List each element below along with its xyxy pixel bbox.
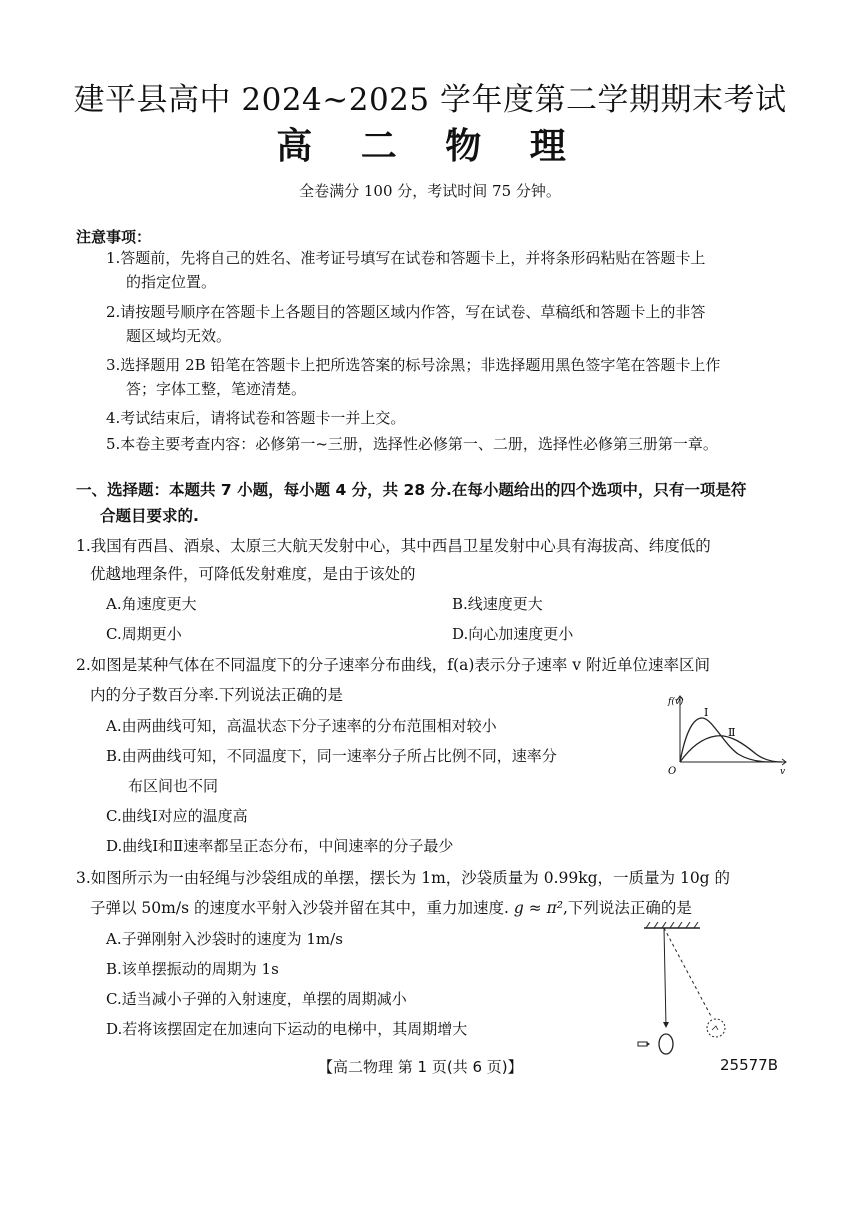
curve-I-label: Ⅰ — [704, 706, 709, 719]
curve-I — [680, 718, 770, 762]
q3-stem-line2-end: ,下列说法正确的是 — [563, 899, 692, 917]
q3-option-b: B.该单摆振动的周期为 1s — [106, 960, 279, 978]
q1-option-a: A.角速度更大 — [106, 595, 197, 613]
q3-stem-line2 — [90, 898, 692, 918]
q2-option-b-line2: 布区间也不同 — [128, 777, 219, 795]
displaced-sandbag-mark — [712, 1026, 718, 1030]
origin-label: O — [668, 766, 677, 777]
bullet-tip — [647, 1042, 650, 1046]
q3-option-c: C.适当减小子弹的入射速度，单摆的周期减小 — [106, 990, 407, 1008]
page-footer: 【高二物理 第 1 页(共 6 页)】 — [318, 1058, 523, 1076]
q1-option-c: C.周期更小 — [106, 625, 182, 643]
displaced-string — [664, 928, 712, 1018]
notice-heading: 注意事项： — [76, 228, 152, 246]
q2-option-c: C.曲线Ⅰ对应的温度高 — [106, 807, 248, 825]
notice-item-1-line2: 的指定位置。 — [126, 273, 217, 291]
pendulum-string — [664, 928, 666, 1026]
ceiling-hatch — [646, 922, 698, 928]
q1-option-b: B.线速度更大 — [452, 595, 543, 613]
q2-stem-line1: 2.如图是某种气体在不同温度下的分子速率分布曲线，f(a)表示分子速率 v 附近单位速率区间 — [76, 656, 710, 674]
q3-formula: g ≈ π² — [513, 899, 563, 917]
score-time-line: 全卷满分 100 分，考试时间 75 分钟。 — [299, 182, 561, 200]
notice-item-1-line1: 1.答题前，先将自己的姓名、准考证号填写在试卷和答题卡上，并将条形码粘贴在答题卡上 — [106, 249, 706, 267]
x-axis-label: v — [780, 767, 786, 777]
section-1-line2: 合题目要求的. — [100, 507, 199, 525]
sandbag — [659, 1034, 673, 1054]
y-axis-label: f(v) — [668, 697, 684, 707]
notice-item-3-line1: 3.选择题用 2B 铅笔在答题卡上把所选答案的标号涂黑；非选择题用黑色签字笔在答题卡上作 — [106, 356, 721, 374]
sandbag-hook — [663, 1022, 669, 1028]
bullet — [638, 1042, 647, 1046]
curve-II — [680, 736, 782, 762]
q2-stem-line2: 内的分子数百分率.下列说法正确的是 — [90, 686, 343, 704]
pendulum-figure — [630, 922, 740, 1062]
exam-title: 建平县高中 2024~2025 学年度第二学期期末考试 — [73, 82, 787, 118]
notice-item-5: 5.本卷主要考查内容：必修第一~三册，选择性必修第一、二册，选择性必修第三册第一章。 — [106, 435, 718, 453]
notice-item-4: 4.考试结束后，请将试卷和答题卡一并上交。 — [106, 409, 406, 427]
notice-item-2-line1: 2.请按题号顺序在答题卡上各题目的答题区域内作答，写在试卷、草稿纸和答题卡上的非答 — [106, 303, 706, 321]
q2-option-b-line1: B.由两曲线可知，不同温度下，同一速率分子所占比例不同，速率分 — [106, 747, 557, 765]
q2-option-a: A.由两曲线可知，高温状态下分子速率的分布范围相对较小 — [106, 717, 497, 735]
q3-option-d: D.若将该摆固定在加速向下运动的电梯中，其周期增大 — [106, 1020, 468, 1038]
displaced-sandbag — [707, 1019, 725, 1037]
q3-option-a: A.子弹刚射入沙袋时的速度为 1m/s — [106, 930, 343, 948]
notice-item-3-line2: 答；字体工整，笔迹清楚。 — [126, 380, 307, 398]
q1-stem-line1: 1.我国有西昌、酒泉、太原三大航天发射中心，其中西昌卫星发射中心具有海拔高、纬度低的 — [76, 537, 711, 555]
speed-distribution-figure — [660, 690, 790, 780]
paper-code: 25577B — [720, 1056, 779, 1074]
section-1-line1: 一、选择题：本题共 7 小题，每小题 4 分，共 28 分.在每小题给出的四个选项中，只有一项是符 — [76, 481, 747, 499]
curve-II-label: Ⅱ — [728, 726, 736, 739]
q1-stem-line2: 优越地理条件，可降低发射难度，是由于该处的 — [90, 565, 416, 583]
notice-item-2-line2: 题区域均无效。 — [126, 327, 232, 345]
q3-stem-line2-text: 子弹以 50m/s 的速度水平射入沙袋并留在其中，重力加速度. — [90, 899, 509, 917]
q2-option-d: D.曲线Ⅰ和Ⅱ速率都呈正态分布，中间速率的分子最少 — [106, 837, 454, 855]
q3-stem-line1: 3.如图所示为一由轻绳与沙袋组成的单摆，摆长为 1m，沙袋质量为 0.99kg，一质量为 10g 的 — [76, 869, 731, 887]
subject-title: 高 二 物 理 — [276, 125, 584, 167]
q1-option-d: D.向心加速度更小 — [452, 625, 574, 643]
